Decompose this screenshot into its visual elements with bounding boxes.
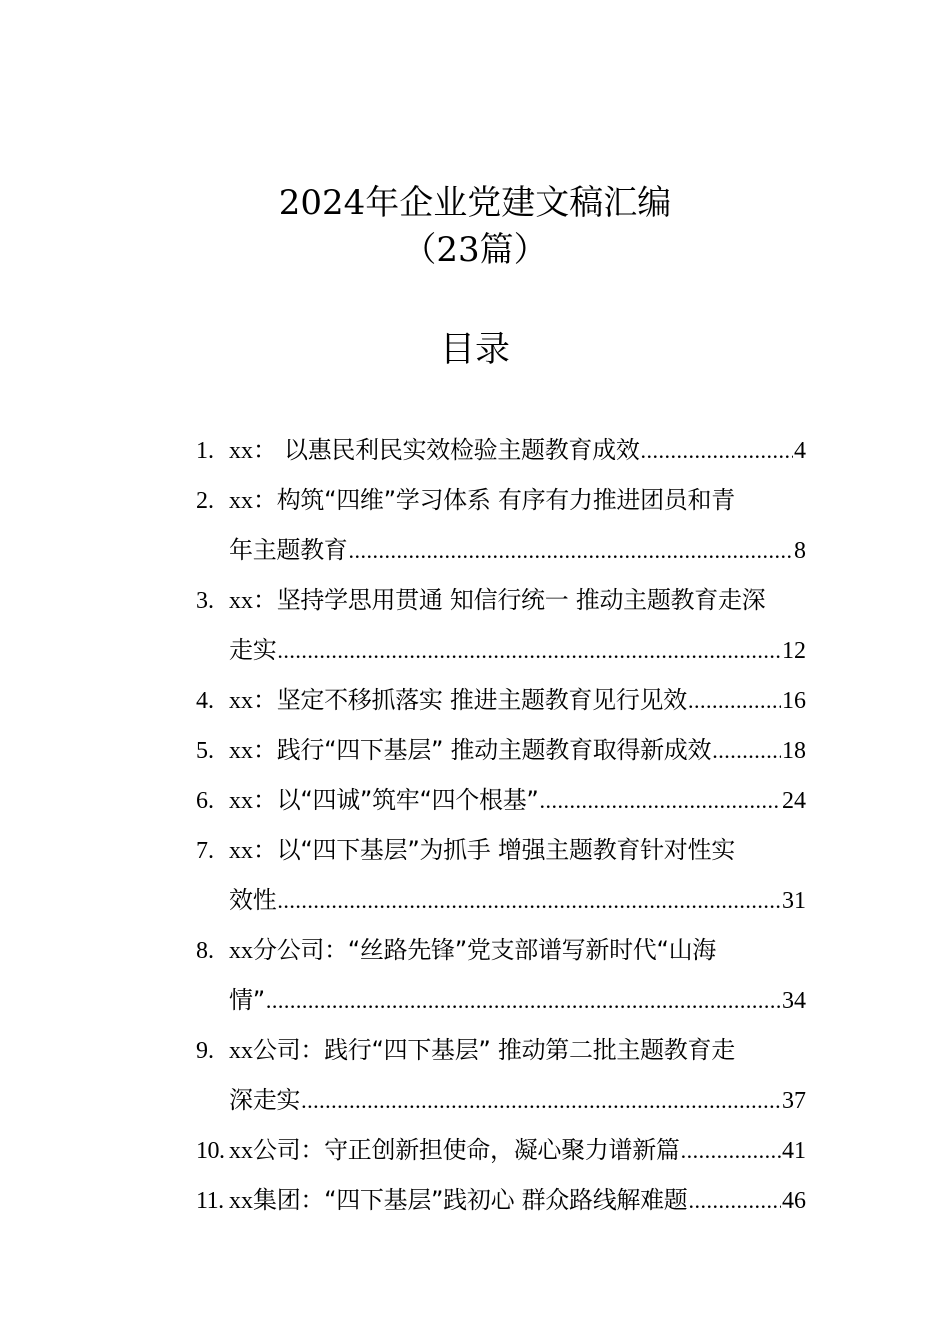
toc-entry[interactable] <box>196 1175 806 1225</box>
toc-entry[interactable] <box>196 1025 806 1125</box>
toc-entry-number: 1. <box>196 438 214 464</box>
toc-entry[interactable] <box>196 825 806 925</box>
toc-entry-prefix: xx <box>229 1188 253 1214</box>
dot-leader <box>277 626 781 676</box>
dot-leader <box>349 526 794 576</box>
toc-entry-title: 公司：践行“四下基层” 推动第二批主题教育走 <box>253 1036 735 1064</box>
toc-entry-title: 公司：守正创新担使命，凝心聚力谱新篇 <box>253 1136 680 1164</box>
toc-entry-title-continued: 年主题教育 <box>229 536 348 564</box>
toc-heading: 目录 <box>439 330 510 370</box>
toc-entry-number: 3. <box>196 588 214 614</box>
toc-entry[interactable] <box>196 725 806 775</box>
dot-leader <box>277 876 781 926</box>
toc-entry[interactable] <box>196 675 806 725</box>
toc-entry-title: ：坚持学思用贯通 知信行统一 推动主题教育走深 <box>253 586 766 614</box>
toc-entry-page: 16 <box>782 688 806 714</box>
toc-entry-page: 24 <box>782 788 806 814</box>
toc-entry-page: 41 <box>782 1138 806 1164</box>
toc-entry[interactable] <box>196 1125 806 1175</box>
toc-entry-page: 37 <box>782 1088 806 1114</box>
toc-entry-number: 7. <box>196 838 214 864</box>
toc-entry-number: 9. <box>196 1038 214 1064</box>
document-subtitle: （23篇） <box>402 230 548 270</box>
toc-entry-prefix: xx <box>229 688 253 714</box>
toc-entry[interactable] <box>196 475 806 575</box>
dot-leader <box>540 776 781 826</box>
toc-entry-page: 31 <box>782 888 806 914</box>
dot-leader <box>688 676 781 726</box>
toc-entry[interactable] <box>196 775 806 825</box>
toc-entry-number: 6. <box>196 788 214 814</box>
toc-entry-prefix: xx <box>229 838 253 864</box>
toc-entry-number: 5. <box>196 738 214 764</box>
toc-entry-title-continued: 走实 <box>229 636 277 664</box>
toc-entry[interactable] <box>196 925 806 1025</box>
toc-entry-number: 10. <box>196 1138 225 1164</box>
toc-entry-title: ：以“四诚”筑牢“四个根基” <box>253 786 539 814</box>
toc-entry-title-continued: 效性 <box>229 886 277 914</box>
toc-entry-prefix: xx <box>229 588 253 614</box>
toc-entry-title: ：以“四下基层”为抓手 增强主题教育针对性实 <box>253 836 735 864</box>
toc-entry-number: 11. <box>196 1188 224 1214</box>
table-of-contents <box>196 425 806 1225</box>
dot-leader <box>712 726 781 776</box>
toc-entry-title: 集团：“四下基层”践初心 群众路线解难题 <box>253 1186 688 1214</box>
toc-entry-number: 4. <box>196 688 214 714</box>
toc-entry-title: ： 以惠民利民实效检验主题教育成效 <box>253 436 640 464</box>
toc-entry-page: 8 <box>794 538 806 564</box>
document-title: 2024年企业党建文稿汇编 <box>278 183 672 223</box>
toc-entry-prefix: xx <box>229 738 253 764</box>
toc-entry-title-continued: 情” <box>229 986 265 1014</box>
toc-entry-title: ：践行“四下基层” 推动主题教育取得新成效 <box>253 736 712 764</box>
toc-entry-title: ：坚定不移抓落实 推进主题教育见行见效 <box>253 686 687 714</box>
dot-leader <box>681 1126 781 1176</box>
toc-entry-page: 34 <box>782 988 806 1014</box>
toc-entry[interactable] <box>196 425 806 475</box>
dot-leader <box>641 426 793 476</box>
toc-entry-title: 分公司：“丝路先锋”党支部谱写新时代“山海 <box>253 936 716 964</box>
dot-leader <box>266 976 781 1026</box>
toc-entry-page: 12 <box>782 638 806 664</box>
toc-entry-title: ：构筑“四维”学习体系 有序有力推进团员和青 <box>253 486 735 514</box>
toc-entry[interactable] <box>196 575 806 675</box>
toc-entry-title-continued: 深走实 <box>229 1086 301 1114</box>
toc-entry-prefix: xx <box>229 788 253 814</box>
toc-entry-page: 18 <box>782 738 806 764</box>
toc-entry-prefix: xx <box>229 438 253 464</box>
dot-leader <box>689 1176 782 1226</box>
dot-leader <box>301 1076 781 1126</box>
toc-entry-prefix: xx <box>229 1138 253 1164</box>
toc-entry-number: 2. <box>196 488 214 514</box>
toc-entry-number: 8. <box>196 938 214 964</box>
toc-entry-prefix: xx <box>229 488 253 514</box>
toc-entry-page: 46 <box>782 1188 806 1214</box>
toc-entry-prefix: xx <box>229 1038 253 1064</box>
toc-entry-page: 4 <box>794 438 806 464</box>
toc-entry-prefix: xx <box>229 938 253 964</box>
